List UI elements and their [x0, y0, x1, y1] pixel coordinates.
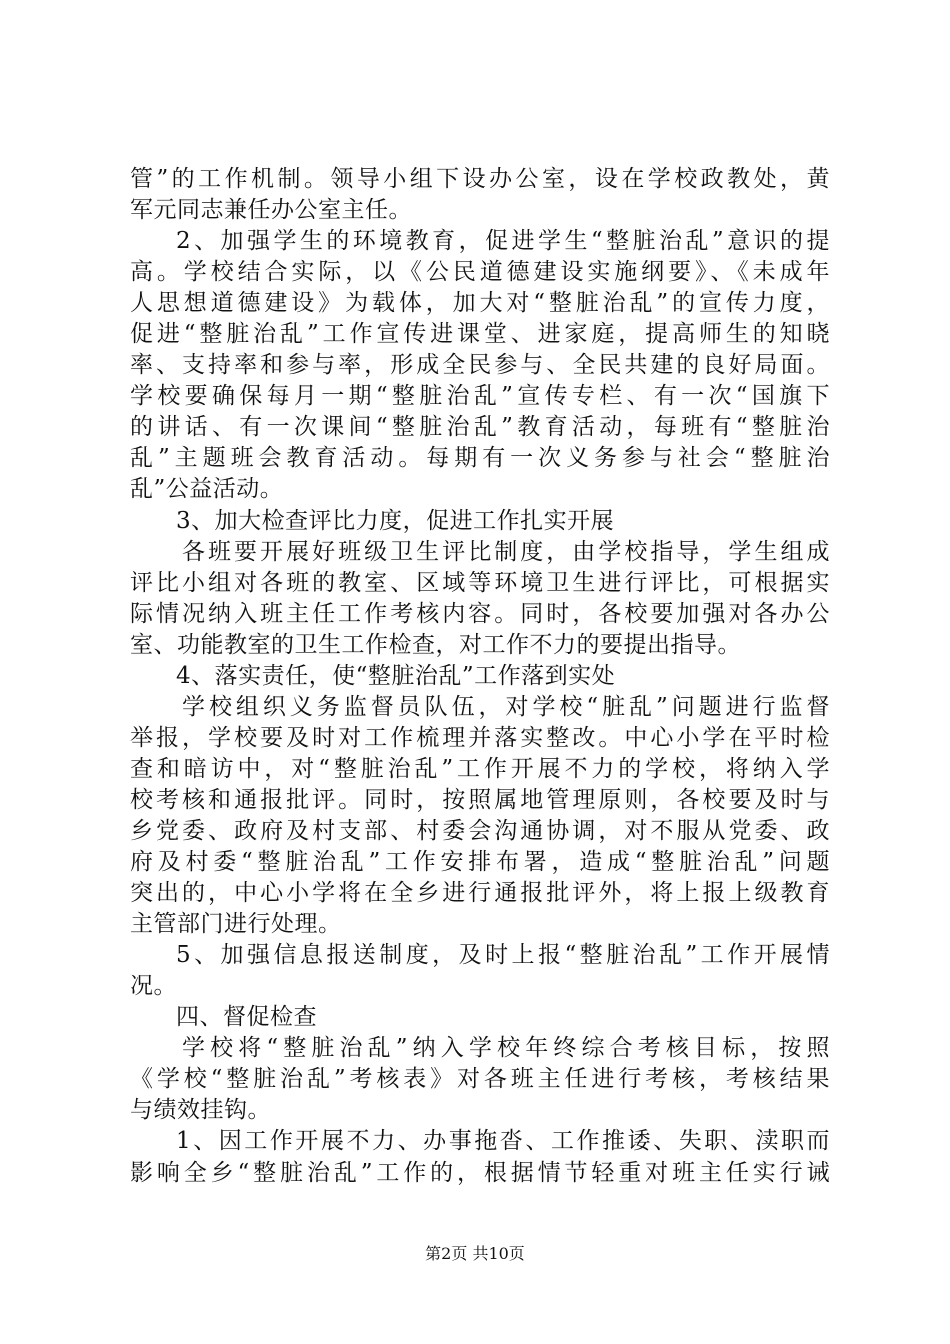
text-line: 3、加大检查评比力度，促进工作扎实开展	[176, 507, 615, 534]
text-line: 校考核和通报批评。同时，按照属地管理原则，各校要及时与	[130, 786, 830, 813]
text-line: 乱”公益活动。	[130, 476, 284, 503]
text-line: 《学校“整脏治乱”考核表》对各班主任进行考核，考核结果	[130, 1066, 830, 1093]
section-heading: 四、督促检查	[176, 1004, 317, 1031]
text-line: 乱”主题班会教育活动。每期有一次义务参与社会“整脏治	[130, 445, 830, 472]
text-line: 乡党委、政府及村支部、村委会沟通协调，对不服从党委、政	[130, 817, 830, 844]
text-line: 促进“整脏治乱”工作宣传进课堂、进家庭，提高师生的知晓	[130, 321, 830, 348]
text-line: 1、因工作开展不力、办事拖沓、工作推诿、失职、渎职而	[176, 1128, 830, 1155]
page-number: 第2页 共10页	[425, 1244, 525, 1263]
text-line: 学校组织义务监督员队伍，对学校“脏乱”问题进行监督	[182, 693, 830, 720]
text-line: 管”的工作机制。领导小组下设办公室，设在学校政教处，黄	[130, 166, 830, 192]
text-line: 4、落实责任，使“整脏治乱”工作落到实处	[176, 662, 616, 689]
text-line: 5、加强信息报送制度，及时上报“整脏治乱”工作开展情	[176, 942, 830, 969]
text-line: 举报，学校要及时对工作梳理并落实整改。中心小学在平时检	[130, 724, 830, 751]
text-line: 2、加强学生的环境教育，促进学生“整脏治乱”意识的提	[176, 228, 830, 255]
text-line: 人思想道德建设》为载体，加大对“整脏治乱”的宣传力度，	[130, 290, 830, 317]
document-body	[130, 164, 830, 1189]
text-line: 主管部门进行处理。	[130, 911, 342, 938]
text-line: 军元同志兼任办公室主任。	[130, 197, 412, 224]
text-line: 府及村委“整脏治乱”工作安排布署，造成“整脏治乱”问题	[130, 849, 830, 876]
text-line: 评比小组对各班的教室、区域等环境卫生进行评比，可根据实	[130, 569, 830, 596]
text-line: 与绩效挂钩。	[130, 1097, 271, 1124]
text-line: 况。	[130, 973, 177, 1000]
text-line: 高。学校结合实际，以《公民道德建设实施纲要》、《未成年	[130, 259, 830, 286]
text-line: 查和暗访中，对“整脏治乱”工作开展不力的学校，将纳入学	[130, 755, 830, 782]
text-line: 室、功能教室的卫生工作检查，对工作不力的要提出指导。	[130, 631, 741, 658]
text-line: 学校将“整脏治乱”纳入学校年终综合考核目标，按照	[182, 1035, 830, 1062]
text-line: 学校要确保每月一期“整脏治乱”宣传专栏、有一次“国旗下	[130, 383, 830, 410]
text-line: 影响全乡“整脏治乱”工作的，根据情节轻重对班主任实行诫	[130, 1159, 830, 1186]
text-line: 各班要开展好班级卫生评比制度，由学校指导，学生组成	[182, 538, 830, 565]
text-line: 率、支持率和参与率，形成全民参与、全民共建的良好局面。	[130, 352, 830, 379]
text-line: 突出的，中心小学将在全乡进行通报批评外，将上报上级教育	[130, 880, 830, 907]
text-line: 的讲话、有一次课间“整脏治乱”教育活动，每班有“整脏治	[130, 414, 830, 441]
text-line: 际情况纳入班主任工作考核内容。同时，各校要加强对各办公	[130, 600, 830, 627]
